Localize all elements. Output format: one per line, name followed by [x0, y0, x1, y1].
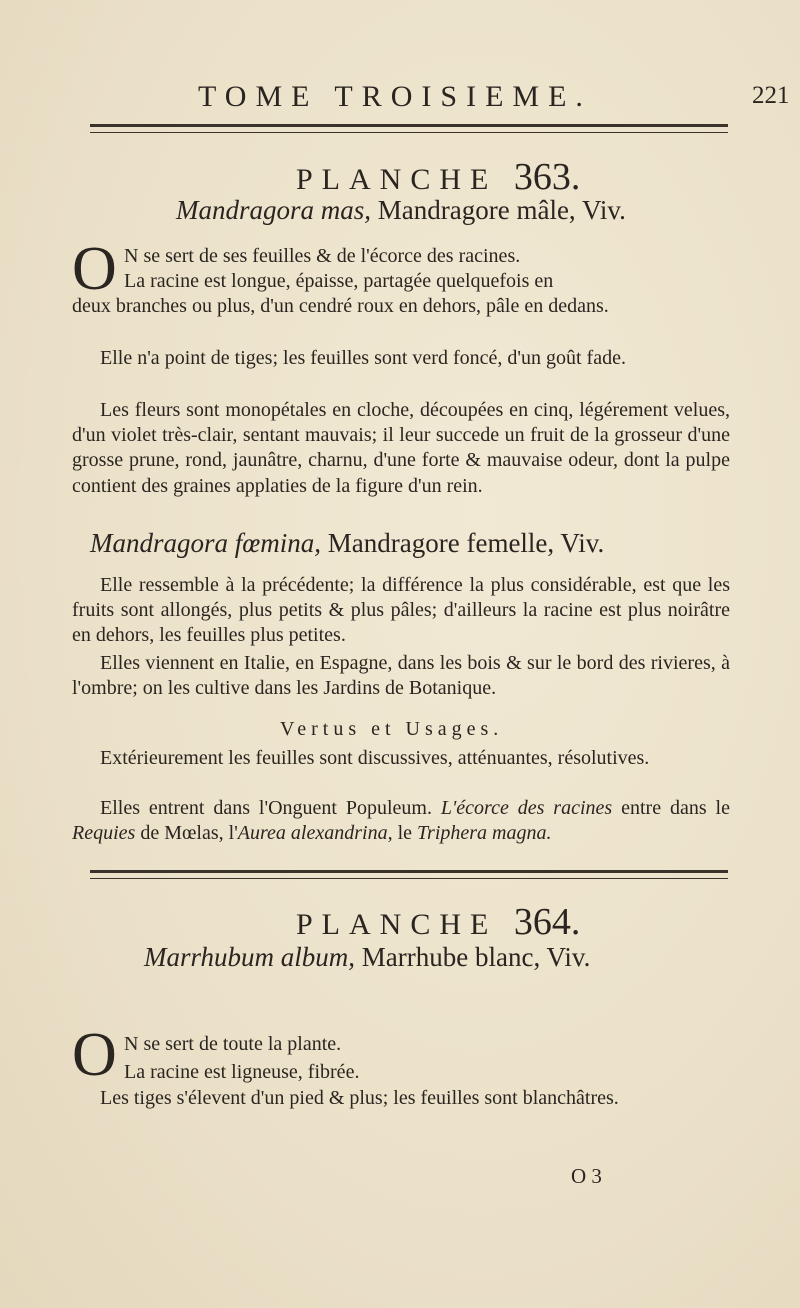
plate-label: PLANCHE [296, 163, 498, 196]
paragraph-flowers: Les fleurs sont monopétales en cloche, découpées en cinq, légérement velues, d'un violet très-clair, sentant mauvais; il leur succede un fruit de la grosseur d'une grosse prune, rond, jaunâtre, charnu, d'une forte & mauvaise odeur, dont la pulpe contient des graines applaties de la figure d'un rein. [72, 399, 730, 497]
species-title-marrhubum-album [144, 942, 590, 973]
plate-label: PLANCHE [296, 908, 498, 941]
running-head: TOME TROISIEME. [198, 80, 592, 113]
paragraph-virtues-1: Extérieurement les feuilles sont discussives, atténuantes, résolutives. [100, 747, 650, 769]
intro-line-1: N se sert de toute la plante. [124, 1033, 342, 1055]
latin-name: Mandragora fœmina, [90, 528, 322, 558]
signature-mark: O 3 [571, 1164, 602, 1188]
drop-cap: O [72, 235, 117, 303]
section-heading-virtues: Vertus et Usages. [280, 718, 504, 740]
drop-cap: O [72, 1021, 117, 1089]
plate-number: 363. [513, 156, 581, 198]
species-title-mandragora-mas [176, 195, 626, 226]
french-name: Mandragore femelle, Viv. [321, 528, 605, 558]
paragraph-stems: Les tiges s'élevent d'un pied & plus; les feuilles sont blanchâtres. [100, 1087, 619, 1109]
top-rule [90, 124, 728, 133]
intro-continuation: deux branches ou plus, d'un cendré roux en dehors, pâle en dedans. [72, 295, 609, 317]
plate-number: 364. [513, 901, 581, 943]
plate-heading-363 [296, 155, 580, 199]
latin-name: Mandragora mas, [176, 195, 372, 225]
french-name: Mandragore mâle, Viv. [371, 195, 626, 225]
paragraph-virtues-2: Elles entrent dans l'Onguent Populeum. L'écorce des racines entre dans le Requies de Mœlas, l'Aurea alexandrina, le Triphera magna. [72, 797, 730, 845]
french-name: Marrhube blanc, Viv. [355, 942, 591, 972]
section-rule [90, 870, 728, 879]
intro-line-2: La racine est longue, épaisse, partagée quelquefois en [124, 270, 554, 292]
page-number: 221 [752, 82, 790, 109]
intro-line-2: La racine est ligneuse, fibrée. [124, 1061, 360, 1083]
paragraph-female-1: Elle ressemble à la précédente; la différence la plus considérable, est que les fruits sont allongés, plus petits & plus pâles; d'ailleurs la racine est plus noirâtre en dehors, les feuilles plus petites. [72, 574, 730, 647]
plate-heading-364 [296, 900, 580, 944]
species-title-mandragora-foemina [90, 528, 604, 559]
paragraph-leaves: Elle n'a point de tiges; les feuilles sont verd foncé, d'un goût fade. [100, 347, 626, 369]
intro-line-1: N se sert de ses feuilles & de l'écorce des racines. [124, 245, 521, 267]
latin-name: Marrhubum album, [144, 942, 356, 972]
paragraph-female-2: Elles viennent en Italie, en Espagne, dans les bois & sur le bord des rivieres, à l'ombre; on les cultive dans les Jardins de Botanique. [72, 652, 730, 700]
